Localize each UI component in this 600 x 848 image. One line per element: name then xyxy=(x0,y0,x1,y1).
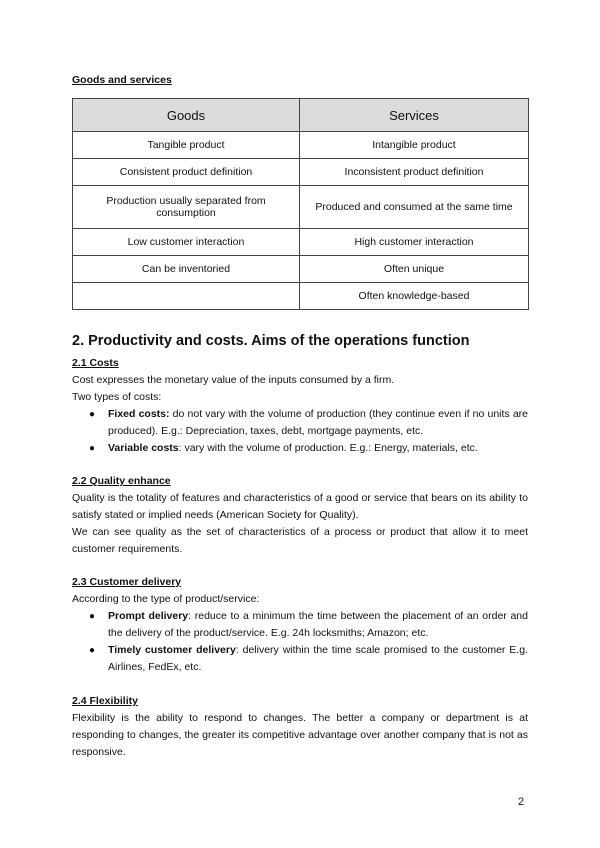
page-number: 2 xyxy=(518,796,525,808)
section-costs xyxy=(72,355,528,457)
table-cell xyxy=(73,283,300,310)
table-row xyxy=(73,132,529,159)
paragraph: Two types of costs: xyxy=(72,391,162,403)
table-cell: Often unique xyxy=(300,256,529,283)
paragraph: Quality is the totality of features and characteristics of a good or service that bears on its ability to satisfy stated or implied needs (American Society for Quality). xyxy=(72,492,528,521)
table-cell: Inconsistent product definition xyxy=(300,159,529,186)
paragraph: Cost expresses the monetary value of the inputs consumed by a firm. xyxy=(72,374,395,386)
list-item: ● Variable costs: vary with the volume of production. E.g.: Energy, materials, etc. xyxy=(72,440,528,457)
table-cell: Produced and consumed at the same time xyxy=(300,186,529,229)
bullet-icon: ● xyxy=(89,645,96,656)
table-cell: Can be inventoried xyxy=(73,256,300,283)
bullet-icon: ● xyxy=(89,443,96,454)
header-services: Services xyxy=(300,99,529,132)
header-goods: Goods xyxy=(73,99,300,132)
table-row xyxy=(73,283,529,310)
table-row xyxy=(73,186,529,229)
list-item: ● Fixed costs: do not vary with the volume of production (they continue even if no units are produced). E.g.: Depreciation, taxes, debt, mortgage payments, etc. xyxy=(89,408,528,437)
section-label: Goods and services xyxy=(72,74,172,86)
table-cell: Consistent product definition xyxy=(73,159,300,186)
section-delivery xyxy=(72,574,528,676)
table-row xyxy=(73,256,529,283)
subsection-title: 2.3 Customer delivery xyxy=(72,576,182,588)
table-cell: Low customer interaction xyxy=(73,229,300,256)
table-row xyxy=(73,159,529,186)
bullet-icon: ● xyxy=(89,611,96,622)
table-header-row xyxy=(73,99,529,132)
bullet-list xyxy=(72,406,528,457)
bullet-list xyxy=(72,608,528,676)
table-cell: Intangible product xyxy=(300,132,529,159)
list-item: ● Timely customer delivery: delivery within the time scale promised to the customer E.g. Airlines, FedEx, etc. xyxy=(89,644,528,673)
bullet-icon: ● xyxy=(89,409,96,420)
table-cell: High customer interaction xyxy=(300,229,529,256)
subsection-title: 2.4 Flexibility xyxy=(72,695,138,707)
table-cell: Often knowledge-based xyxy=(300,283,529,310)
section-flexibility xyxy=(72,693,528,761)
paragraph: Flexibility is the ability to respond to changes. The better a company or department is at responding to changes, the greater its competitive advantage over another company that is not as responsive. xyxy=(72,712,528,758)
section-heading: 2. Productivity and costs. Aims of the operations function xyxy=(72,333,470,349)
goods-services-table xyxy=(72,98,529,310)
subsection-title: 2.1 Costs xyxy=(72,357,119,369)
section-quality xyxy=(72,473,528,558)
table-cell: Production usually separated from consumption xyxy=(73,186,300,229)
list-item: ● Prompt delivery: reduce to a minimum the time between the placement of an order and the delivery of the product/service. E.g. 24h locksmiths; Amazon; etc. xyxy=(89,610,528,639)
paragraph: According to the type of product/service: xyxy=(72,593,260,605)
table-cell: Tangible product xyxy=(73,132,300,159)
subsection-title: 2.2 Quality enhance xyxy=(72,475,171,487)
paragraph: We can see quality as the set of characteristics of a process or product that allow it to meet customer requirements. xyxy=(72,526,528,555)
table-row xyxy=(73,229,529,256)
